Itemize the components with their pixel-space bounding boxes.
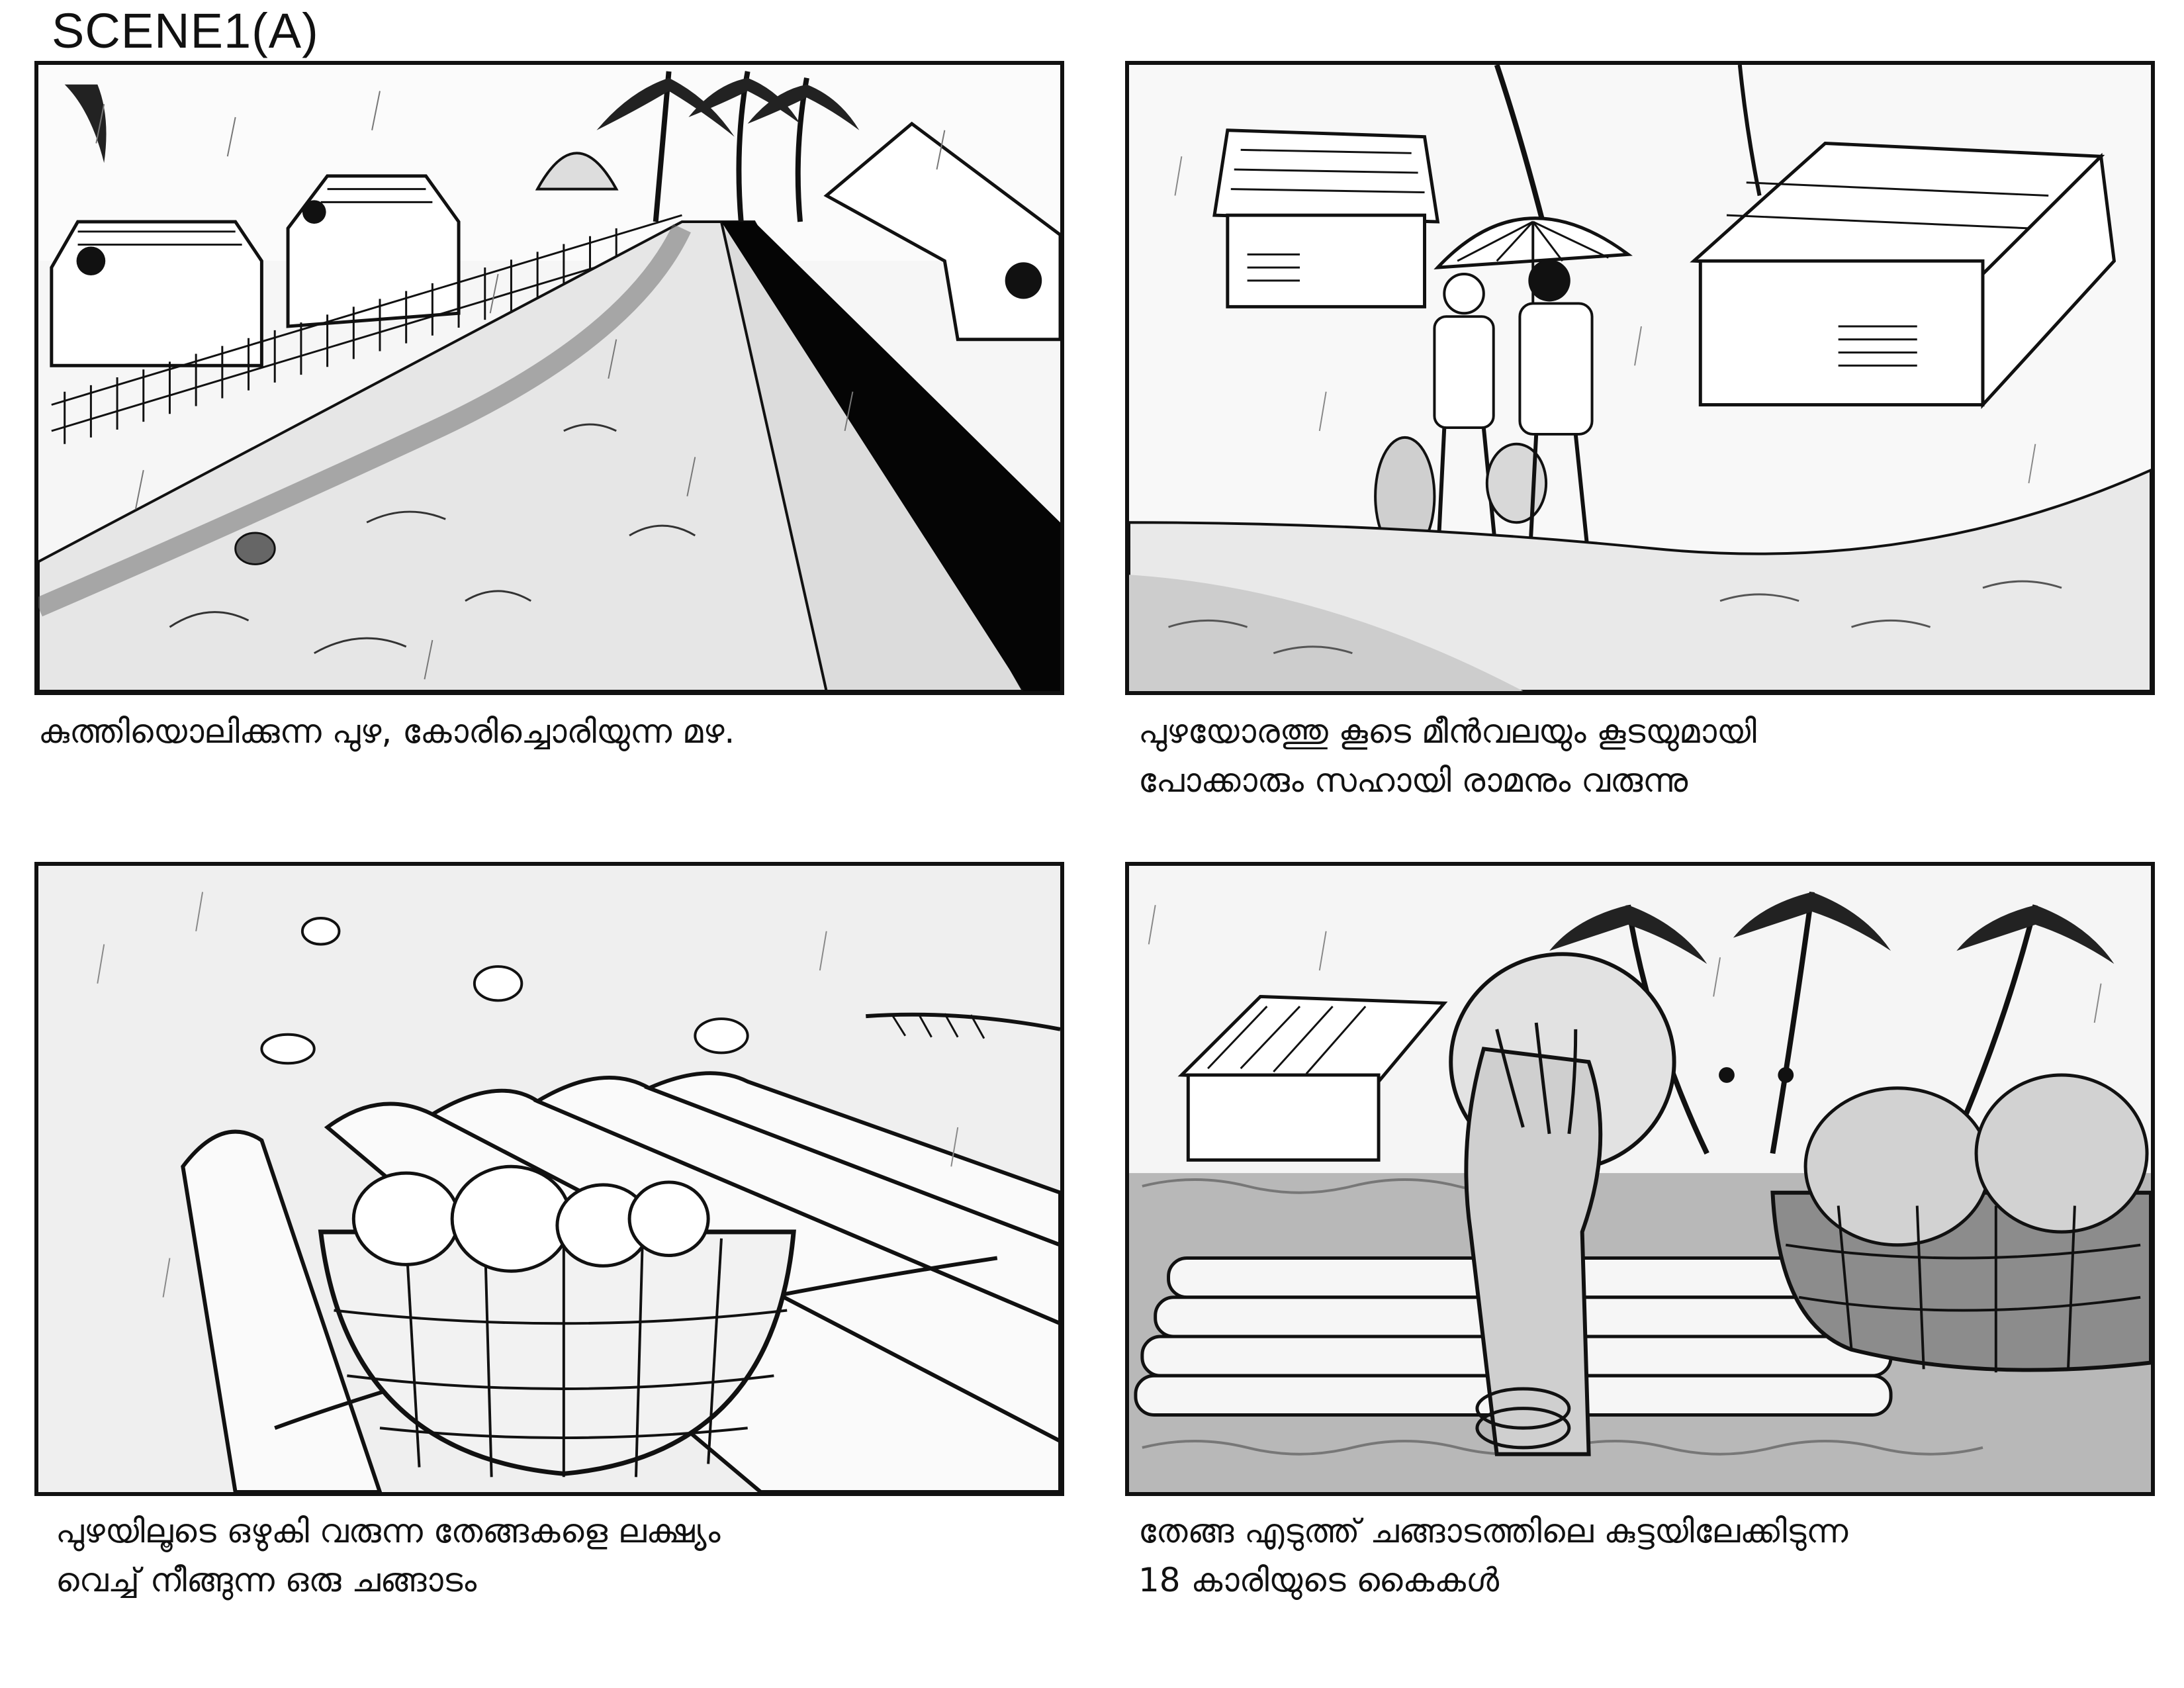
sketch-flooded-lane bbox=[38, 65, 1060, 691]
caption-line: പോക്കാരും സഹായി രാമനും വരുന്നു bbox=[1138, 761, 1688, 800]
storyboard-panel-2 bbox=[1125, 61, 2155, 695]
storyboard-panel-3 bbox=[34, 862, 1064, 1496]
storyboard-panel-1 bbox=[34, 61, 1064, 695]
storyboard-panel-4 bbox=[1125, 862, 2155, 1496]
caption-line: 18 കാരിയുടെ കൈകൾ bbox=[1138, 1561, 1500, 1599]
caption-line: പുഴയോരത്തു കൂടെ മീൻവലയും കൂടയുമായി bbox=[1138, 712, 1756, 751]
caption-line: കുത്തിയൊലിക്കുന്ന പുഴ, കോരിച്ചൊരിയുന്ന മഴ. bbox=[38, 712, 735, 751]
sketch-men-walking bbox=[1129, 65, 2151, 691]
sketch-raft-basket bbox=[38, 866, 1060, 1492]
caption-panel-1 bbox=[38, 707, 1071, 756]
caption-panel-2 bbox=[1138, 707, 2171, 805]
caption-line: തേങ്ങ എടുത്ത് ചങ്ങാടത്തിലെ കുട്ടയിലേക്കിടുന്ന bbox=[1138, 1512, 1848, 1550]
caption-line: വെച്ച് നീങ്ങുന്ന ഒരു ചങ്ങാടം bbox=[56, 1561, 477, 1599]
sketch-hand-coconut bbox=[1129, 866, 2151, 1492]
caption-panel-4 bbox=[1138, 1507, 2171, 1605]
caption-panel-3 bbox=[56, 1507, 1062, 1605]
scene-title: SCENE1(A) bbox=[52, 3, 319, 58]
caption-line: പുഴയിലൂടെ ഒഴുകി വരുന്ന തേങ്ങകളെ ലക്ഷ്യം bbox=[56, 1512, 721, 1550]
